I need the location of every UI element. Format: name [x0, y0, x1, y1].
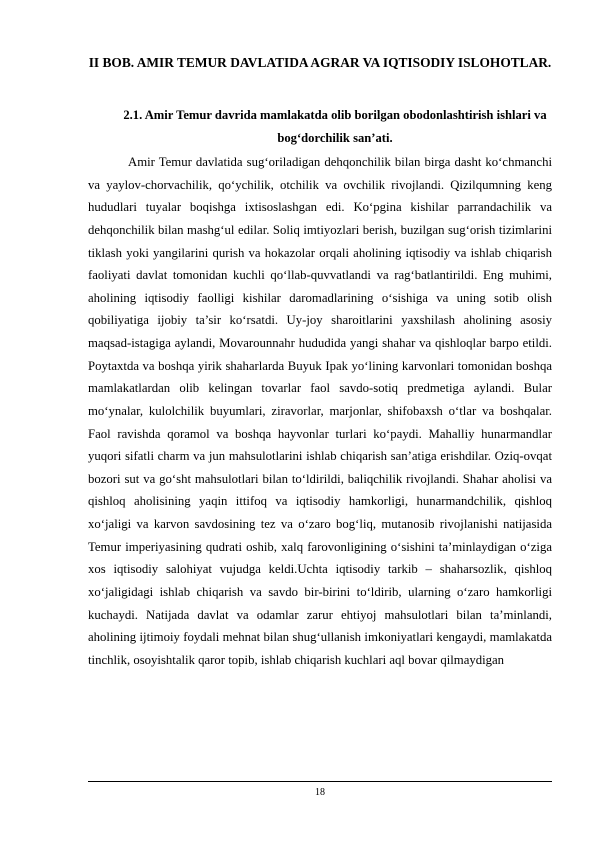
body-paragraph: Amir Temur davlatida sug‘oriladigan dehqonchilik bilan birga dasht ko‘chmanchi va yaylov-chorvachilik, qo‘ychilik, otchilik va ovchilik rivojlandi. Qizilqumning keng hududlari tuyalar boqishga ixtisoslashgan edi. Ko‘pgina kishilar parrandachilik va dehqonchilik bilan mashg‘ul edilar. Soliq imtiyozlari berish, buzilgan sug‘orish tizimlarini tiklash yoki yangilarini qurish va hokazolar orqali aholining iqtisodiy va ishlab chiqarish faoliyati davlat tomonidan kuchli qo‘llab-quvvatlandi va rag‘batlantirildi. Eng muhimi, aholining iqtisodiy faolligi kishilar daromadlarining o‘sishiga va uning sotib olish qobiliyatiga ijobiy ta’sir ko‘rsatdi. Uy-joy sharoitlarini yaxshilash aholining asosiy maqsad-istagiga aylandi, Movarounnahr hududida yangi shahar va qishloqlar barpo etildi. Poytaxtda va boshqa yirik shaharlarda Buyuk Ipak yo‘lining karvonlari tomonidan boshqa mamlakatlardan olib kelingan tovarlar faol savdo-sotiq predmetiga aylandi. Bular mo‘ynalar, kulolchilik buyumlari, ziravorlar, marjonlar, shifobaxsh o‘tlar va boshqalar. Faol ravishda qoramol va boshqa hayvonlar turlari ko‘paydi. Mahalliy hunarmandlar yuqori sifatli charm va jun mahsulotlarini ishlab chiqarish san’atiga erishdilar. Oziq-ovqat bozori sut va go‘sht mahsulotlari bilan to‘ldirildi, baliqchilik rivojlandi. Shahar aholisi va qishloq aholisining yaqin ittifoq va iqtisodiy hamkorligi, hunarmandchilik, qishloq xo‘jaligi va karvon savdosining tez va o‘zaro bog‘liq, mutanosib rivojlanishi natijasida Temur imperiyasining qudrati oshib, xalq farovonligining o‘sishini ta’minlaydigan o‘ziga xos iqtisodiy salohiyat vujudga keldi.Uchta iqtisodiy tarkib – shaharsozlik, qishloq xo‘jaligidagi ishlab chiqarish va savdo bir-birini to‘ldirib, ularning o‘zaro hamkorligi kuchaydi. Natijada davlat va odamlar zarur ehtiyoj mahsulotlari bilan ta’minlandi, aholining ijtimoiy foydali mehnat bilan shug‘ullanish imkoniyatlari kengaydi, mamlakatda tinchlik, osoyishtalik qaror topib, ishlab chiqarish kuchlari aql bovar qilmaydigan — [88, 155, 552, 667]
footer-divider — [88, 781, 552, 782]
section-title: 2.1. Amir Temur davrida mamlakatda olib borilgan obodonlashtirish ishlari va bog‘dorchilik san’ati. — [123, 108, 547, 145]
page-number: 18 — [315, 787, 325, 798]
chapter-title: II BOB. AMIR TEMUR DAVLATIDA AGRAR VA IQTISODIY ISLOHOTLAR. — [88, 55, 552, 70]
